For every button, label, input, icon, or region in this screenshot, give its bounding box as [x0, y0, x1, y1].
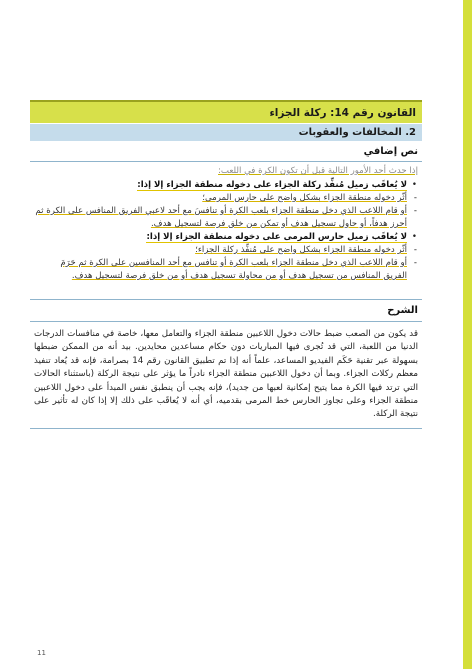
- amended-text-list: [34, 179, 418, 283]
- bullet-marker: -: [413, 245, 417, 255]
- amended-text-block: [30, 162, 422, 289]
- list-item-text: أثّر دخوله منطقة الجزاء بشكل واضح على حارس المرمى؛: [202, 193, 407, 203]
- list-item: [34, 257, 418, 283]
- explanation-body: قد يكون من الصعب ضبط حالات دخول اللاعبين منطقة الجزاء والتعامل معها، خاصة في منافسات الدرجات الدنيا من اللعبة، التي قد تُجرى فيها المباريات دون حكام مساعدين محايدين. بيد أنه من الممكن ضبطها بسهولة عبر تقنية حَكَم الفيديو المساعد، علماً أنه إذا تم تطبيق القانون رقم 14 بصرامة، فإنه قد يُعاد تنفيذ معظم ركلات الجزاء. وبما أن دخول اللاعبين منطقة الجزاء نادراً ما يؤثر على نتيجة الركلة (باستثناء الحالات التي ترتد فيها الكرة مما يتيح إمكانية لعبها من جديد)، فإنه يجب أن ينطبق نفس المبدأ على دخول اللاعبين منطقة الجزاء وعلى تجاوز الحارس خط المرمى بقدميه، أي أنه لا يُعاقَب على ذلك إلا إذا كان له تأثير على نتيجة الركلة.: [30, 322, 422, 429]
- bullet-marker: -: [413, 193, 417, 203]
- amended-text-heading: نص إضافي: [30, 141, 422, 162]
- list-item-text: أو قام اللاعب الذي دخل منطقة الجزاء بلعب الكرة أو تنافس مع أحد المنافسين على الكرة ثم حَرَمَ الفريق المنافس من تسجيل هدف أو من محاولة تسجيل هدف أو من خلق فرصة لتسجيل هدف.: [60, 258, 407, 281]
- list-item-text: لا يُعاقَب زميل مُنفِّذ ركلة الجزاء على دخوله منطقة الجزاء إلا إذا:: [137, 180, 407, 190]
- explanation-heading: الشرح: [30, 299, 422, 322]
- list-item-text: لا يُعاقَب زميل حارس المرمى على دخوله منطقة الجزاء إلا إذا:: [146, 232, 407, 242]
- page-number: 11: [37, 649, 46, 657]
- bullet-marker: -: [413, 258, 417, 268]
- amended-text-intro: إذا حدث أحد الأمور التالية قبل أن تكون الكرة في اللعب:: [218, 166, 418, 176]
- bullet-marker: •: [411, 180, 417, 190]
- law-title: القانون رقم 14: ركلة الجزاء: [30, 100, 422, 123]
- list-item-text: أو قام اللاعب الذي دخل منطقة الجزاء بلعب الكرة أو تنافسَ مع أحد لاعبي الفريق المنافس على الكرة ثم أحرز هدفاً، أو حاول تسجيل هدف أو تمكن من خلق فرصة لتسجيل هدف.: [35, 206, 407, 229]
- list-item: [34, 179, 418, 192]
- bullet-marker: •: [411, 232, 417, 242]
- list-item: [34, 231, 418, 244]
- accent-side-bar: [463, 0, 472, 669]
- bullet-marker: -: [413, 206, 417, 216]
- list-item: [34, 244, 418, 257]
- list-item: [34, 205, 418, 231]
- list-item-text: أثّر دخوله منطقة الجزاء بشكل واضح على مُنفِّذ ركلة الجزاء؛: [195, 245, 407, 255]
- list-item: [34, 192, 418, 205]
- law-content: [30, 100, 422, 429]
- section-title: 2. المخالفات والعقوبات: [30, 124, 422, 141]
